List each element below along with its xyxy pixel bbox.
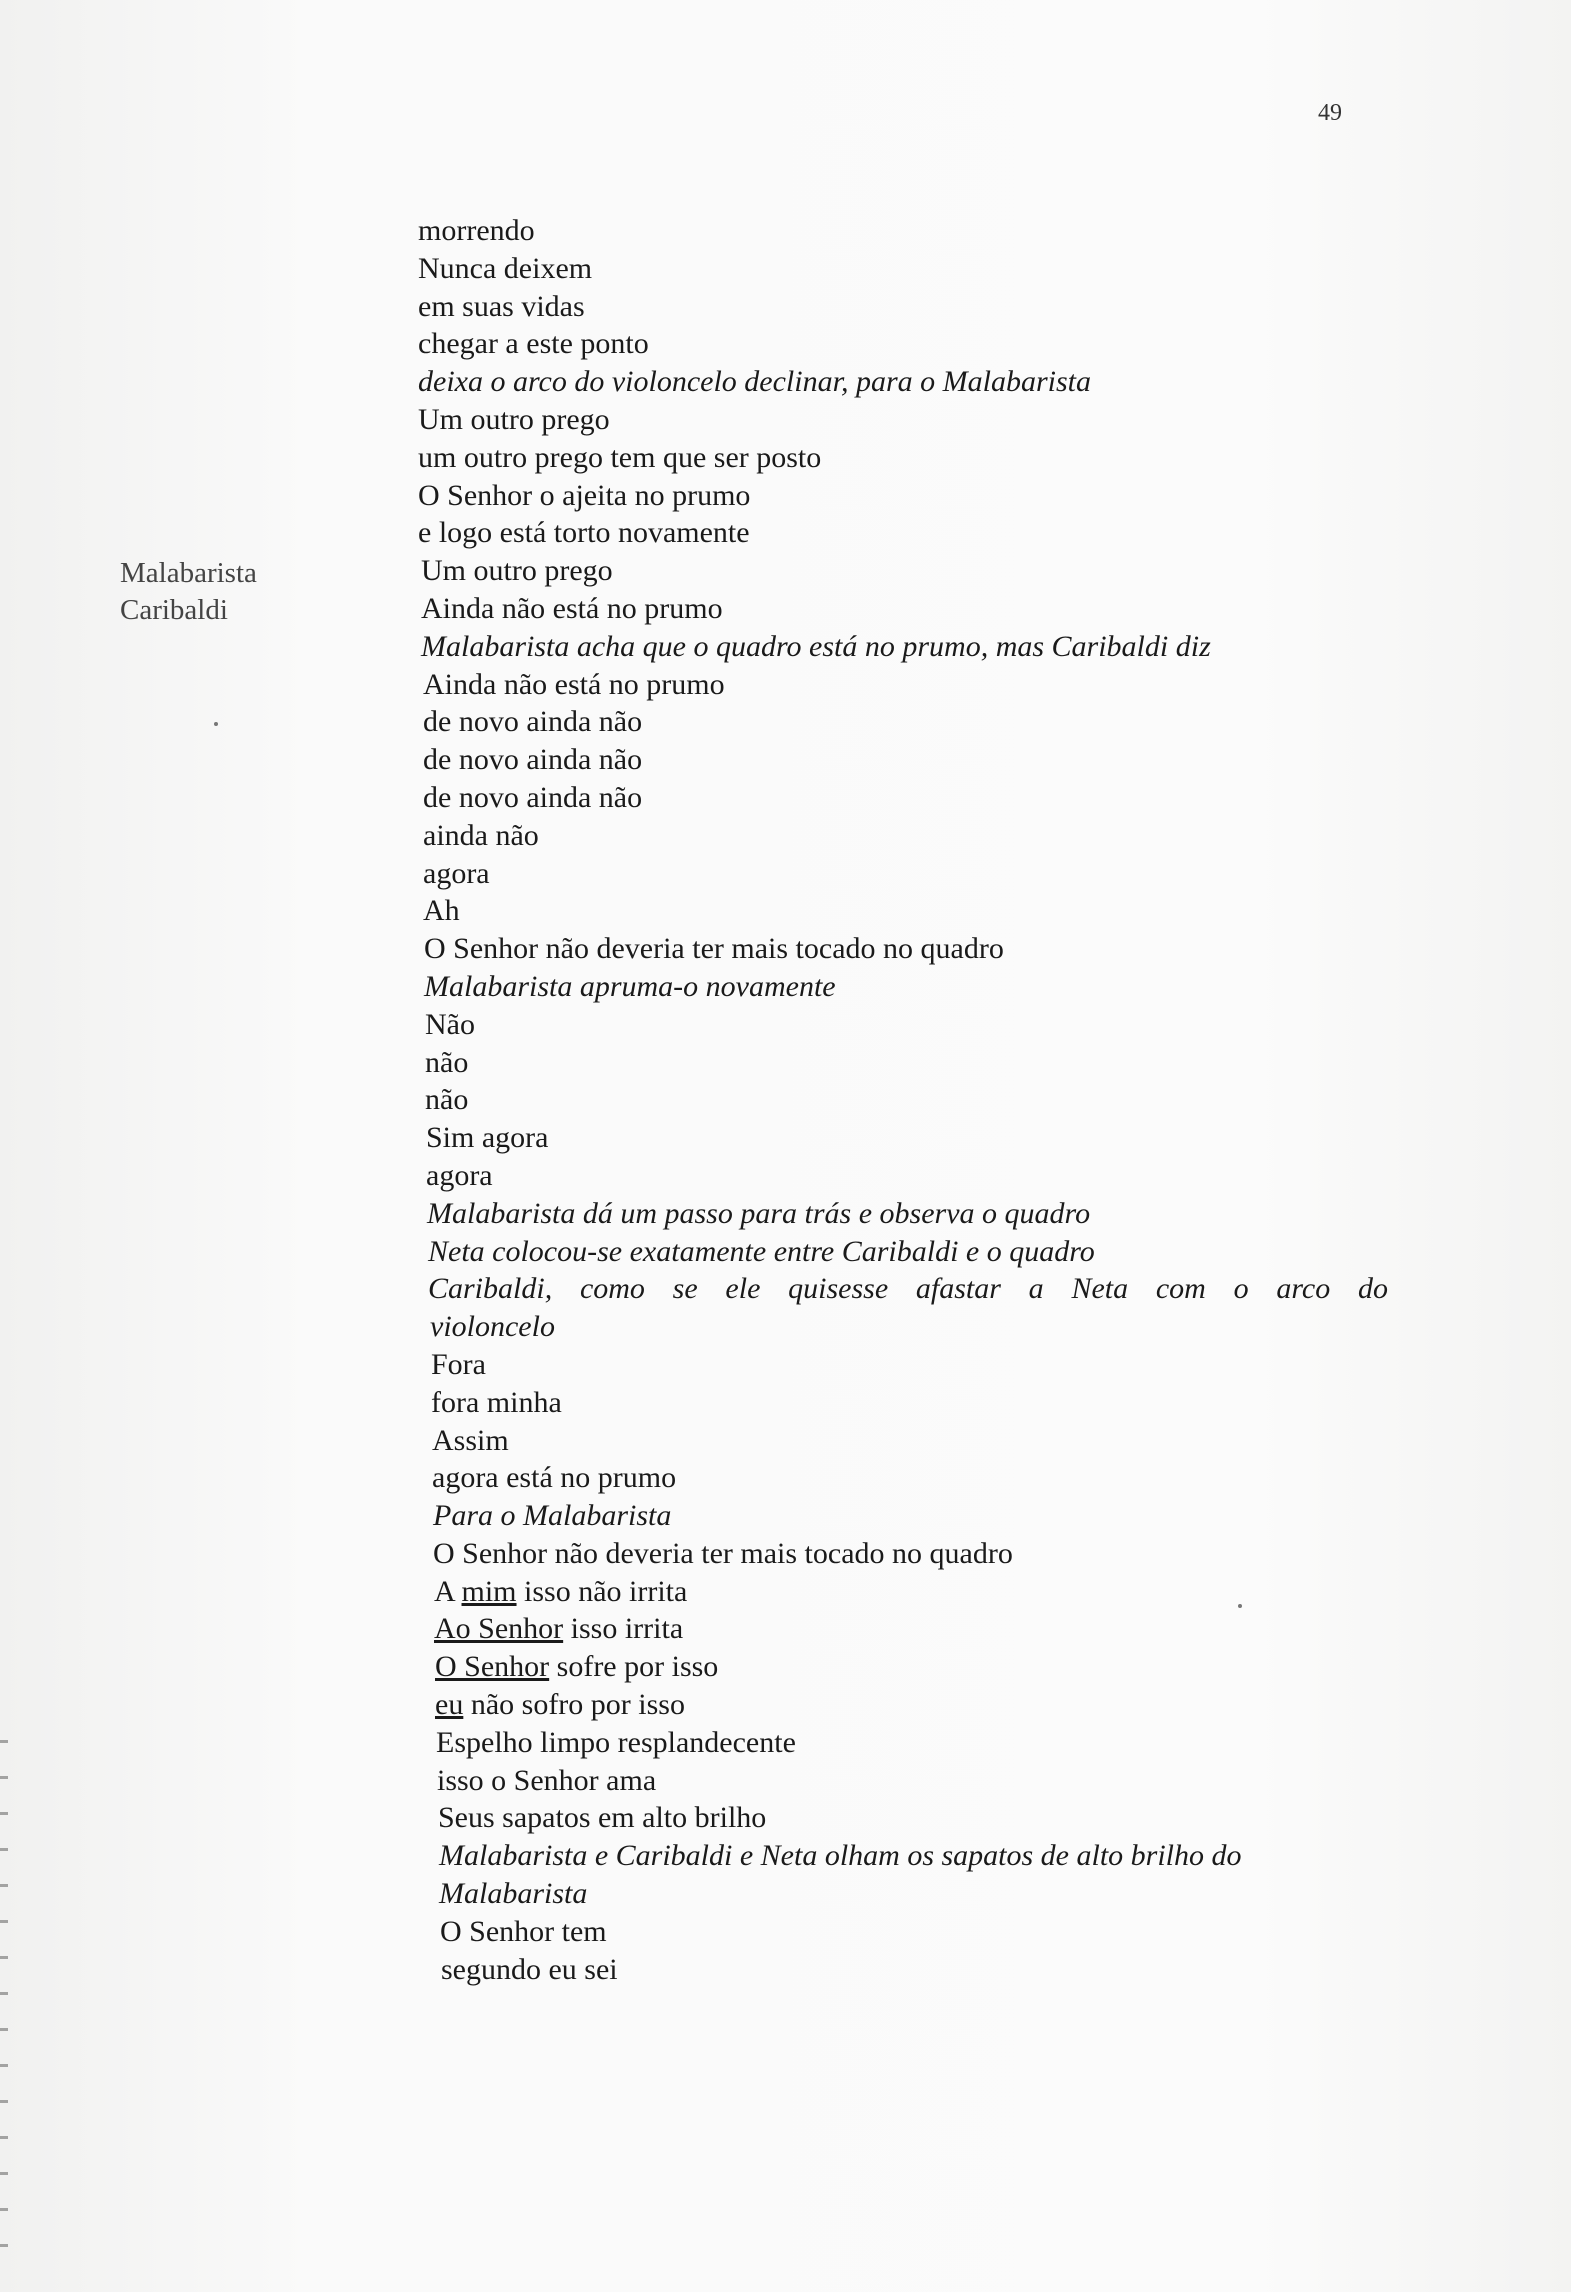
underlined-text: eu (435, 1688, 464, 1722)
dialogue-line: O Senhor tem (440, 1914, 607, 1948)
dialogue-line: agora está no prumo (432, 1461, 677, 1495)
dialogue-line: isso o Senhor ama (437, 1763, 657, 1797)
dialogue-line: morrendo (418, 214, 535, 247)
binding-edge (0, 1740, 8, 2280)
dialogue-line: Ainda não está no prumo (421, 591, 723, 625)
stage-direction: Caribaldi, como se ele quisesse afastar a Neta com o arco do (428, 1272, 1388, 1306)
dialogue-line: Um outro prego (418, 402, 610, 436)
text-segment: A (434, 1574, 462, 1608)
stage-direction: Neta colocou-se exatamente entre Caribaldi e o quadro (428, 1234, 1095, 1268)
dialogue-line: Ah (423, 894, 460, 928)
dialogue-line: ainda não (423, 818, 539, 852)
stage-direction: Malabarista acha que o quadro está no prumo, mas Caribaldi diz (421, 629, 1211, 663)
underlined-text: mim (461, 1574, 517, 1608)
stage-direction: Para o Malabarista (433, 1499, 672, 1533)
stage-direction: violoncelo (430, 1310, 555, 1344)
speck (214, 722, 218, 726)
dialogue-line: Ainda não está no prumo (423, 667, 725, 701)
dialogue-line: Espelho limpo resplandecente (436, 1725, 796, 1759)
page-number: 49 (1318, 100, 1342, 126)
underlined-text: O Senhor (435, 1650, 550, 1684)
dialogue-line: chegar a este ponto (418, 327, 649, 361)
dialogue-line: Sim agora (426, 1121, 549, 1155)
dialogue-line: fora minha (431, 1385, 562, 1419)
dialogue-line: Não (425, 1007, 475, 1041)
stage-direction: Malabarista dá um passo para trás e observa o quadro (427, 1196, 1091, 1230)
dialogue-line: O Senhor o ajeita no prumo (418, 478, 751, 512)
dialogue-line (418, 1573, 1398, 1611)
dialogue-line: em suas vidas (418, 289, 585, 323)
dialogue-line (418, 1686, 1398, 1724)
dialogue-line: Fora (431, 1347, 486, 1381)
dialogue-line: de novo ainda não (423, 743, 643, 777)
speaker-name: Malabarista (120, 557, 257, 589)
text-segment: isso não irrita (516, 1574, 688, 1608)
dialogue-line: não (425, 1045, 469, 1079)
dialogue-line: segundo eu sei (441, 1952, 618, 1986)
dialogue-line: Nunca deixem (418, 251, 593, 285)
speck (1238, 1604, 1242, 1608)
text-segment: isso irrita (563, 1612, 684, 1646)
text-segment: não sofro por isso (463, 1688, 685, 1722)
stage-direction: Malabarista (439, 1877, 588, 1911)
dialogue-line: de novo ainda não (423, 780, 643, 814)
speaker-name: Caribaldi (120, 594, 228, 626)
underlined-text: Ao Senhor (434, 1612, 564, 1646)
script-text (418, 212, 1398, 1988)
dialogue-line: um outro prego tem que ser posto (418, 440, 822, 474)
dialogue-line: agora (426, 1158, 493, 1192)
stage-direction: Malabarista apruma-o novamente (424, 969, 836, 1003)
stage-direction: deixa o arco do violoncelo declinar, para o Malabarista (418, 365, 1091, 399)
dialogue-line: Um outro prego (421, 554, 613, 588)
text-segment: sofre por isso (549, 1650, 719, 1684)
dialogue-line: agora (423, 856, 490, 890)
dialogue-line: e logo está torto novamente (418, 516, 750, 550)
dialogue-line: não (425, 1083, 469, 1117)
dialogue-line (418, 1610, 1398, 1648)
dialogue-line: Assim (432, 1423, 509, 1457)
dialogue-line: O Senhor não deveria ter mais tocado no quadro (433, 1536, 1013, 1570)
stage-direction: Malabarista e Caribaldi e Neta olham os sapatos de alto brilho do (439, 1839, 1242, 1873)
dialogue-line: O Senhor não deveria ter mais tocado no quadro (424, 932, 1004, 966)
dialogue-line (418, 1648, 1398, 1686)
dialogue-line: Seus sapatos em alto brilho (438, 1801, 767, 1835)
dialogue-line: de novo ainda não (423, 705, 643, 739)
speaker-names (120, 555, 257, 629)
